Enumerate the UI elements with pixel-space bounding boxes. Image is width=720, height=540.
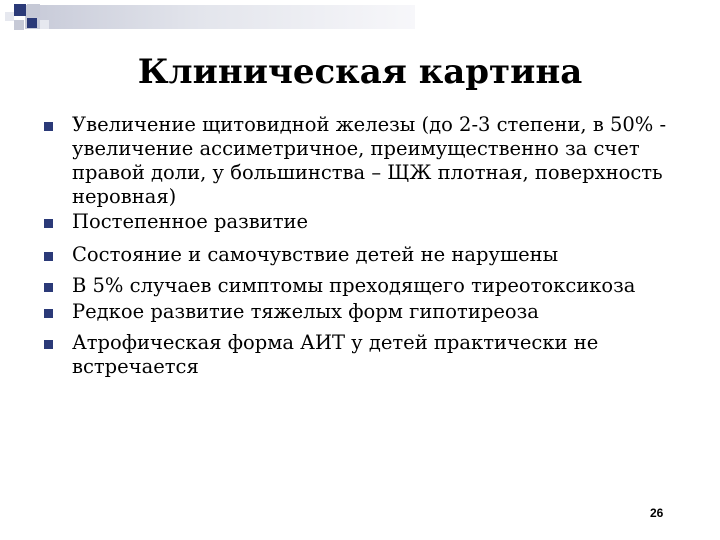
slide-title: Клиническая картина: [137, 52, 583, 92]
bullet-list: [44, 113, 694, 379]
deco-square-navy: [14, 4, 26, 16]
bullet-item: [44, 210, 694, 234]
page-number: 26: [650, 506, 664, 520]
bullet-item: [44, 274, 694, 298]
bullet-item: [44, 243, 694, 267]
bullet-item: [44, 300, 694, 324]
deco-square-light-small: [40, 20, 49, 29]
bullet-text: В 5% случаев симптомы преходящего тиреотоксикоза: [72, 274, 636, 297]
header-gradient-bar: [25, 5, 415, 29]
square-bullet-icon: [44, 283, 53, 292]
square-bullet-icon: [44, 340, 53, 349]
square-bullet-icon: [44, 219, 53, 228]
bullet-text: Атрофическая форма АИТ у детей практически не встречается: [72, 331, 599, 378]
deco-square-light: [5, 12, 14, 21]
bullet-item: [44, 113, 694, 209]
square-bullet-icon: [44, 122, 53, 131]
deco-square-navy-small: [27, 18, 37, 28]
square-bullet-icon: [44, 252, 53, 261]
deco-square-gray-small: [14, 20, 24, 30]
bullet-text: Увеличение щитовидной железы (до 2-3 степени, в 50% - увеличение ассиметричное, преимущественно за счет правой доли, у большинства – ЩЖ плотная, поверхность неровная): [72, 113, 667, 208]
bullet-item: [44, 331, 694, 379]
bullet-text: Постепенное развитие: [72, 210, 309, 233]
corner-decoration: [0, 0, 420, 40]
bullet-text: Состояние и самочувствие детей не нарушены: [72, 243, 559, 266]
square-bullet-icon: [44, 309, 53, 318]
bullet-text: Редкое развитие тяжелых форм гипотиреоза: [72, 300, 539, 323]
deco-square-gray: [27, 4, 40, 17]
